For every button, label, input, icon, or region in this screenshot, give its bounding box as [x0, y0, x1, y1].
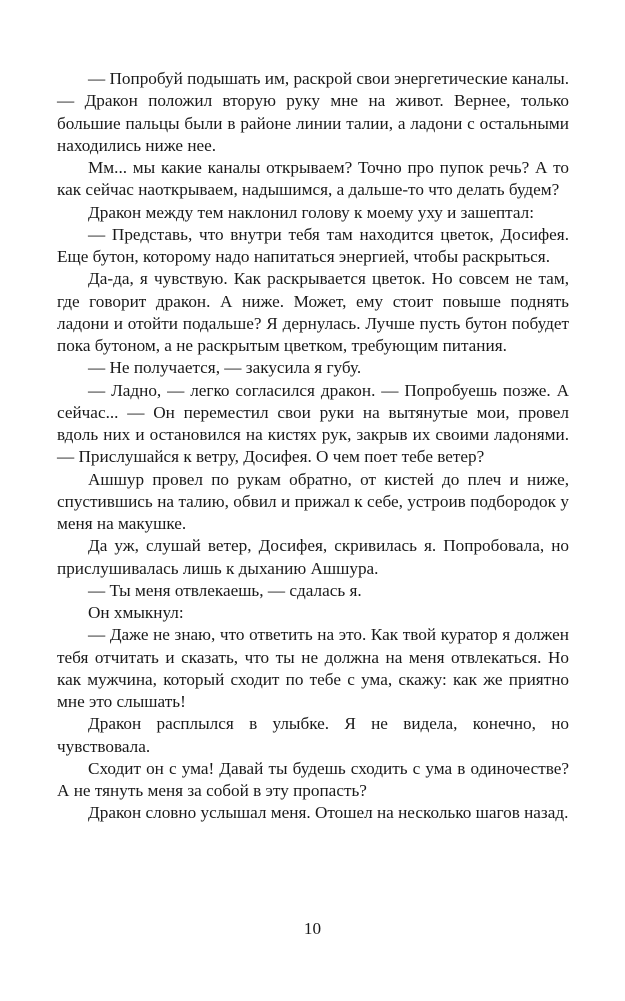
- paragraph: — Ладно, — легко согласился дракон. — Попробуешь позже. А сейчас... — Он переместил свои руки на вытянутые мои, провел вдоль них и остановился на кистях рук, закрыв их своими ладонями. — Прислушайся к ветру, Досифея. О чем поет тебе ветер?: [57, 380, 569, 467]
- paragraph: Да-да, я чувствую. Как раскрывается цветок. Но совсем не там, где говорит дракон. А ниже. Может, ему стоит повыше поднять ладони и отойти подальше? Я дернулась. Лучше пусть бутон побудет пока бутоном, а не раскрытым цветком, требующим питания.: [57, 269, 569, 355]
- paragraph: Ашшур провел по рукам обратно, от кистей до плеч и ниже, спустившись на талию, обвил и прижал к себе, устроив подбородок у меня на макушке.: [57, 469, 569, 533]
- paragraph: Он хмыкнул:: [88, 603, 184, 622]
- paragraph: Мм... мы какие каналы открываем? Точно про пупок речь? А то как сейчас наоткрываем, надышимся, а дальше-то что делать будем?: [57, 158, 569, 200]
- paragraph: — Ты меня отвлекаешь, — сдалась я.: [88, 580, 362, 600]
- page-text: [57, 68, 569, 825]
- paragraph: — Представь, что внутри тебя там находится цветок, Досифея. Еще бутон, которому надо напитаться энергией, чтобы раскрыться.: [57, 224, 569, 266]
- paragraph: — Даже не знаю, что ответить на это. Как твой куратор я должен тебя отчитать и сказать, что ты не должна на меня отвлекаться. Но как мужчина, который сходит по тебе с ума, скажу: как же приятно мне это слышать!: [57, 625, 569, 711]
- paragraph: Дракон расплылся в улыбке. Я не видела, конечно, но чувствовала.: [57, 714, 569, 756]
- paragraph: — Попробуй подышать им, раскрой свои энергетические каналы. — Дракон положил вторую руку мне на живот. Вернее, только большие пальцы были в районе линии талии, а ладони с остальными находились ниже нее.: [57, 69, 569, 155]
- paragraph: Дракон между тем наклонил голову к моему уху и зашептал:: [88, 202, 535, 222]
- paragraph: Да уж, слушай ветер, Досифея, скривилась я. Попробовала, но прислушивалась лишь к дыханию Ашшура.: [57, 536, 569, 578]
- paragraph: Дракон словно услышал меня. Отошел на несколько шагов назад.: [88, 803, 569, 823]
- paragraph: — Не получается, — закусила я губу.: [88, 358, 362, 378]
- page-number: 10: [303, 919, 322, 938]
- paragraph: Сходит он с ума! Давай ты будешь сходить с ума в одиночестве? А не тянуть меня за собой в эту пропасть?: [57, 758, 569, 800]
